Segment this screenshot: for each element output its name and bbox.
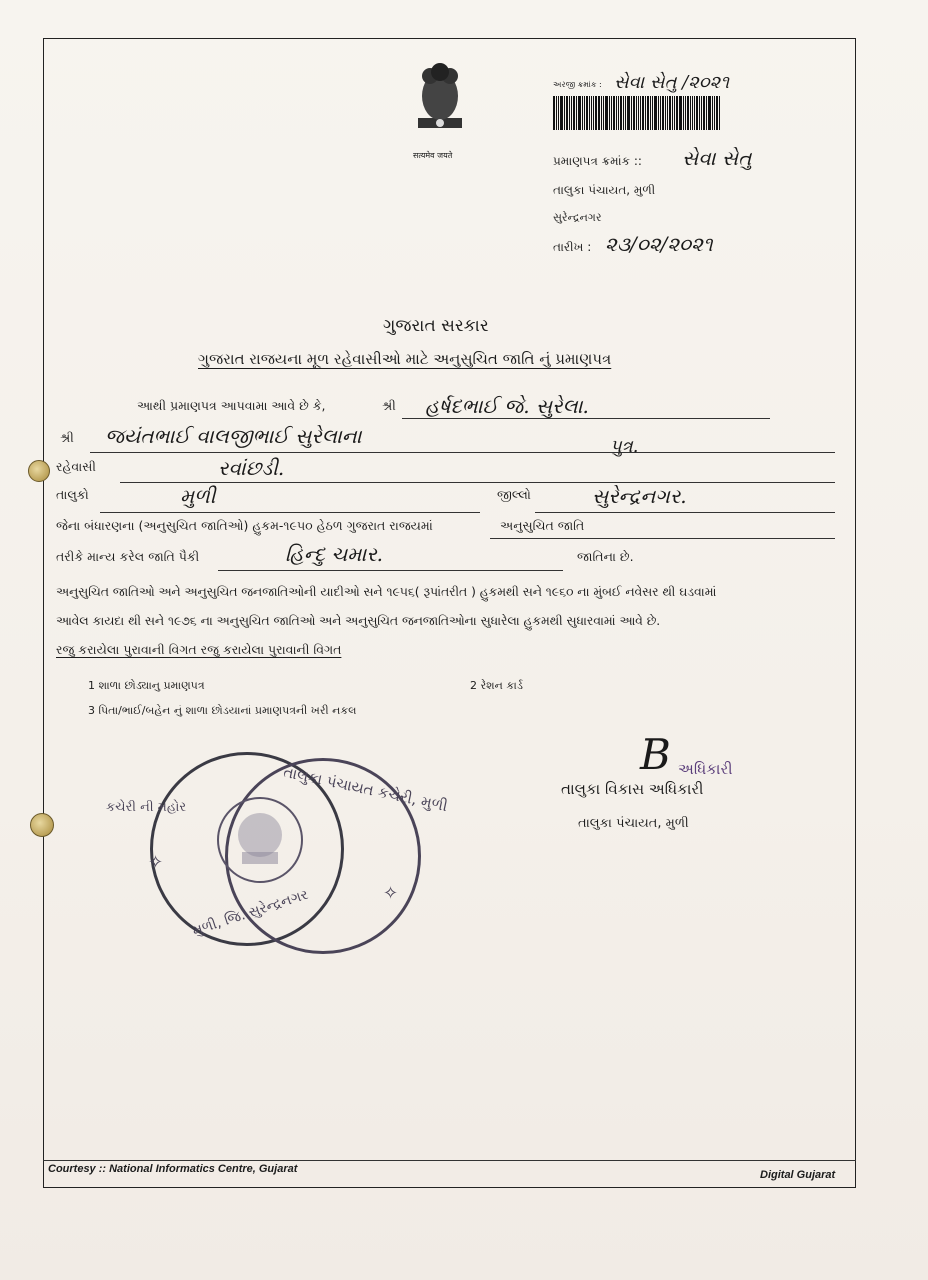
barcode-bar [687, 96, 689, 130]
barcode-bar [613, 96, 615, 130]
barcode-bar [556, 96, 557, 130]
barcode-bar [611, 96, 612, 130]
barcode-bar [716, 96, 718, 130]
barcode-bar [692, 96, 693, 130]
barcode-bar [566, 96, 568, 130]
applicant-name: હર્ષદભાઈ જે. સુરેલા. [425, 394, 589, 418]
barcode-bar [601, 96, 602, 130]
legal-paragraph-line1: અનુસુચિત જાતિઓ અને અનુસુચિત જનજાતિઓની યાદીઓ સને ૧૯૫૬( રૂપાંતરીત ) હુકમથી સને ૧૯૬૦ ના મુંબઈ નવેસર થી ઘડવામાં [56, 585, 717, 599]
evidence-item-3: 3 પિતા/ભાઈ/બહેન નું શાળા છોડયાનાં પ્રમાણપત્રની ખરી નકલ [88, 704, 357, 717]
evidence-heading: રજુ કરાયેલા પુરાવાની વિગત રજુ કરાયેલા પુરાવાની વિગત [56, 642, 342, 657]
emblem-motto: सत्यमेव जयते [413, 151, 453, 160]
barcode-bar [633, 96, 635, 130]
barcode-bar [679, 96, 682, 130]
barcode-bar [578, 96, 581, 130]
barcode-bar [690, 96, 691, 130]
district-label: જીલ્લો [497, 487, 531, 502]
barcode-bar [685, 96, 686, 130]
binder-hole-top [28, 460, 50, 482]
barcode-bar [625, 96, 626, 130]
barcode-bar [620, 96, 622, 130]
barcode-bar [627, 96, 630, 130]
seal-ring-text: તાલુકા પંચાયત કચેરી, મુળી [281, 762, 450, 816]
barcode-bar [676, 96, 678, 130]
barcode-bar [667, 96, 668, 130]
barcode-bar [654, 96, 657, 130]
barcode-bar [589, 96, 590, 130]
taluka-name: મુળી [180, 484, 216, 508]
officer-signature: B [640, 730, 671, 779]
barcode-bar [553, 96, 555, 130]
barcode-bar [652, 96, 653, 130]
recognized-label: તરીકે માન્ય કરેલ જાતિ પૈકી [56, 549, 200, 564]
certificate-subject: ગુજરાત રાજયના મૂળ રહેવાસીઓ માટે અનુસુચિત જાતિ નું પ્રમાણપત્ર [198, 350, 612, 368]
barcode-bar [699, 96, 700, 130]
taluka-label: તાલુકો [56, 487, 89, 502]
date-label: તારીખ : [553, 240, 592, 254]
barcode-bar [576, 96, 577, 130]
barcode-bar [672, 96, 673, 130]
barcode-bar [701, 96, 702, 130]
footer-courtesy: Courtesy :: National Informatics Centre, Gujarat [48, 1163, 298, 1175]
certify-prefix: આથી પ્રમાણપત્ર આપવામા આવે છે કે, [137, 398, 326, 413]
barcode-bar [560, 96, 563, 130]
shri-label: શ્રી [382, 398, 396, 413]
barcode [553, 96, 773, 130]
barcode-bar [645, 96, 646, 130]
constitution-text: જેના બંધારણના (અનુસુચિત જાતિઓ) હુકમ-૧૯૫૦ હેઠળ ગુજરાત રાજયમાં [56, 518, 433, 533]
barcode-bar [636, 96, 637, 130]
seal-center-emblem-icon [210, 790, 310, 890]
district-name: સુરેન્દ્રનગર. [592, 484, 687, 508]
seal-star-right: ✧ [383, 883, 399, 904]
barcode-bar [712, 96, 713, 130]
barcode-bar [706, 96, 707, 130]
officer-title: તાલુકા વિકાસ અધિકારી [561, 780, 704, 798]
barcode-bar [669, 96, 671, 130]
village-name: રવાંછડી. [218, 456, 285, 480]
barcode-bar [660, 96, 661, 130]
office-stamp-label: કચેરી ની મહોર [106, 800, 187, 815]
evidence-item-1: 1 શાળા છોડ્યાનુ પ્રમાણપત્ર [88, 679, 205, 692]
barcode-bar [642, 96, 644, 130]
barcode-bar [618, 96, 619, 130]
resident-label: રહેવાસી [56, 459, 96, 474]
relation: પુત્ર. [610, 436, 639, 457]
barcode-bar [573, 96, 575, 130]
barcode-bar [696, 96, 698, 130]
barcode-bar [564, 96, 565, 130]
officer-office: તાલુકા પંચાયત, મુળી [578, 816, 689, 831]
barcode-bar [609, 96, 610, 130]
officer-stamp-title: અધિકારી [678, 760, 733, 778]
barcode-bar [616, 96, 617, 130]
barcode-bar [719, 96, 720, 130]
binder-hole-bottom [30, 813, 54, 837]
barcode-bar [640, 96, 641, 130]
application-number-value: સેવા સેતુ /૨૦૨૧ [614, 72, 730, 93]
header-district: સુરેન્દ્રનગર [553, 211, 602, 224]
barcode-bar [647, 96, 649, 130]
barcode-bar [595, 96, 597, 130]
barcode-bar [638, 96, 639, 130]
date-value: ૨૩/૦૨/૨૦૨૧ [605, 232, 713, 256]
seal-star-left: ✧ [148, 852, 164, 873]
barcode-bar [582, 96, 583, 130]
barcode-bar [571, 96, 572, 130]
barcode-bar [694, 96, 695, 130]
seal-bottom-text: મુળી, જિ. સુરેન્દ્રનગર [190, 886, 311, 940]
barcode-bar [665, 96, 666, 130]
certificate-number-value: સેવા સેતુ [682, 146, 752, 170]
barcode-bar [605, 96, 608, 130]
barcode-bar [658, 96, 659, 130]
certificate-number-label: પ્રમાણપત્ર ક્રમાંક :: [553, 154, 642, 168]
barcode-bar [591, 96, 592, 130]
barcode-bar [586, 96, 588, 130]
barcode-bar [593, 96, 594, 130]
father-label: શ્રી [60, 430, 74, 445]
footer-brand: Digital Gujarat [760, 1169, 836, 1181]
barcode-bar [674, 96, 675, 130]
barcode-bar [703, 96, 705, 130]
barcode-bar [598, 96, 600, 130]
caste-type: અનુસુચિત જાતિ [500, 518, 585, 533]
caste-suffix: જાતિના છે. [577, 549, 634, 564]
evidence-item-2: 2 રેશન કાર્ડ [470, 679, 523, 692]
barcode-bar [558, 96, 559, 130]
government-title: ગુજરાત સરકાર [383, 316, 489, 336]
barcode-bar [623, 96, 624, 130]
barcode-bar [714, 96, 715, 130]
barcode-bar [631, 96, 632, 130]
father-name: જયંતભાઈ વાલજીભાઈ સુરેલાના [105, 424, 362, 448]
barcode-bar [650, 96, 651, 130]
caste-name: હિન્દુ ચમાર. [285, 542, 384, 566]
barcode-bar [683, 96, 684, 130]
application-number-label: અરજી ક્રમાંક : [553, 80, 602, 89]
barcode-bar [708, 96, 711, 130]
national-emblem-icon [404, 60, 476, 148]
barcode-bar [662, 96, 664, 130]
legal-paragraph-line2: આવેલ કાયદા થી સને ૧૯૭૬ ના અનુસુચિત જાતિઓ અને અનુસુચિત જનજાતિઓના સુધારેલા હુકમથી સુધારવામાં આવે છે. [56, 614, 661, 628]
barcode-bar [569, 96, 570, 130]
barcode-bar [584, 96, 585, 130]
barcode-bar [603, 96, 604, 130]
header-office: તાલુકા પંચાયત, મુળી [553, 183, 656, 197]
page-border [43, 38, 856, 1188]
